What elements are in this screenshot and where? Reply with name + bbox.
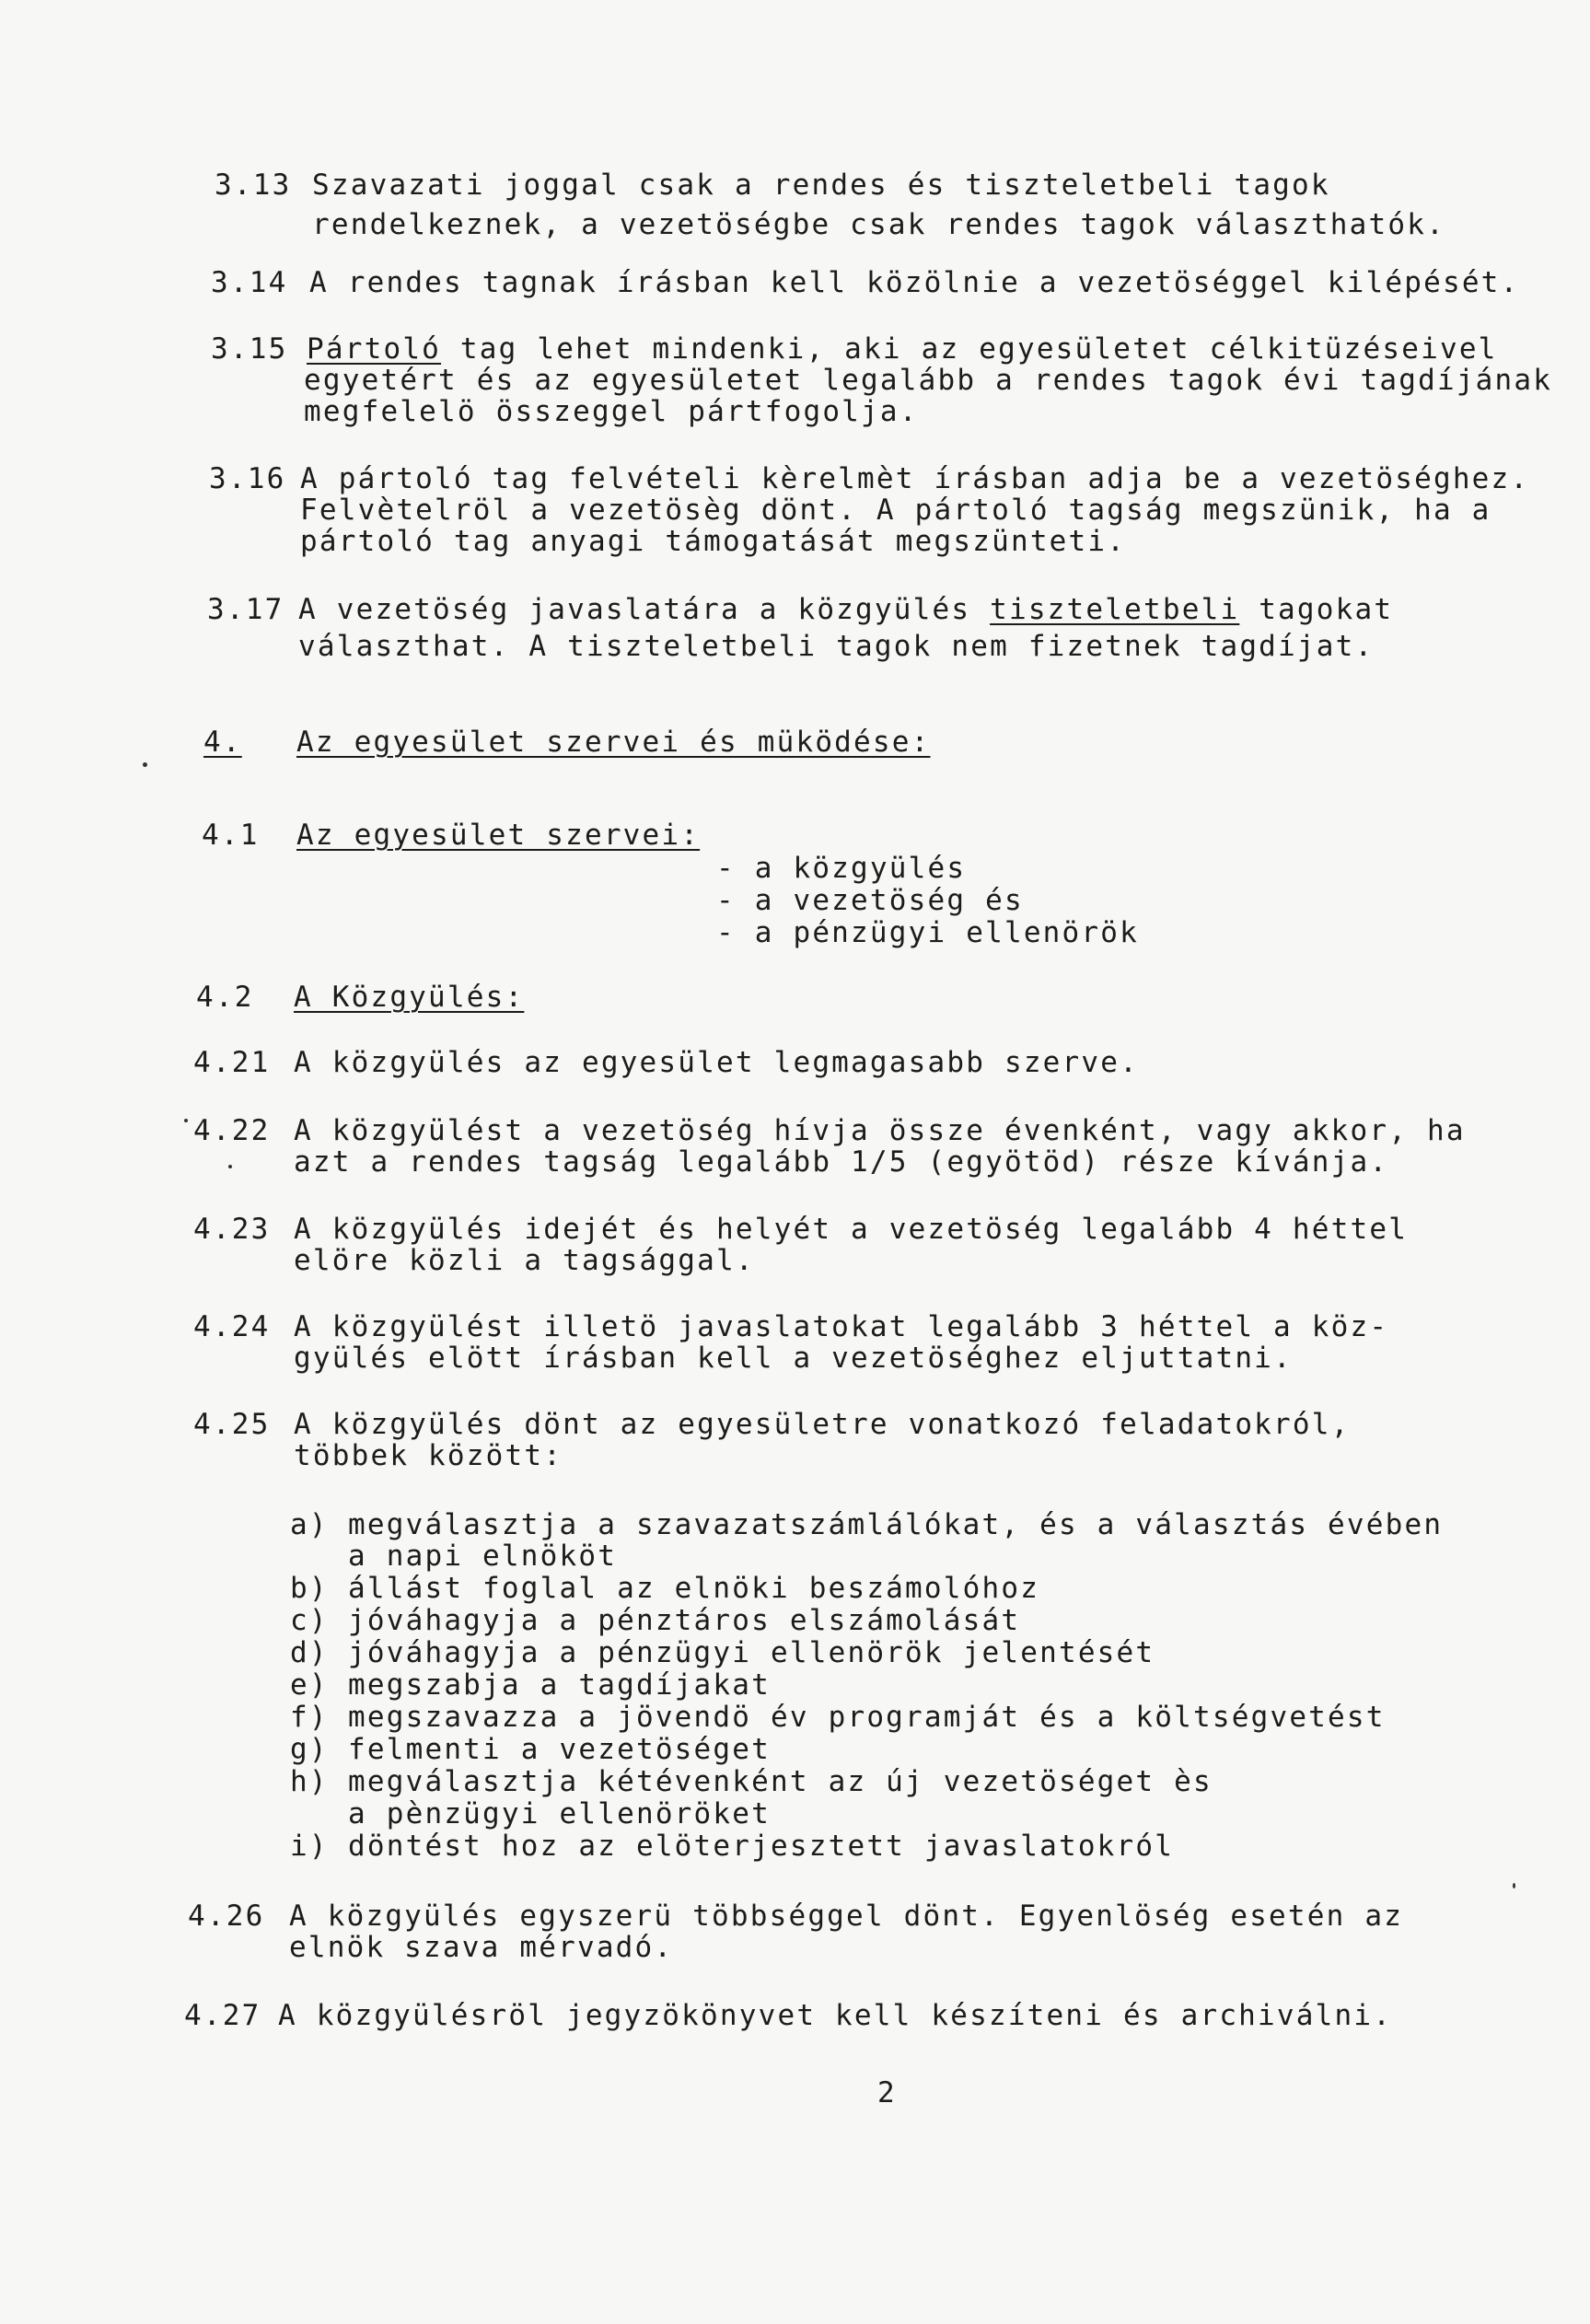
list-item: - a közgyülés [716,852,967,885]
paragraph-line: A rendes tagnak írásban kell közölnie a vezetöséggel kilépését. [309,266,1520,299]
paragraph-line: megfelelö összeggel pártfogolja. [304,395,919,428]
paragraph-line: A közgyülés egyszerü többséggel dönt. Egyenlöség esetén az [289,1900,1404,1933]
paragraph-line: A pártoló tag felvételi kèrelmèt írásban adja be a vezetöséghez. [300,462,1530,495]
paragraph-number: 4.22 [193,1114,271,1147]
list-text: jóváhagyja a pénztáros elszámolását [348,1604,1021,1637]
paragraph-line: A közgyülés dönt az egyesületre vonatkozó feladatokról, [294,1408,1351,1441]
line-text: tag lehet mindenki, aki az egyesületet célkitüzéseivel [441,332,1498,366]
paragraph-line: elöre közli a tagsággal. [294,1244,755,1277]
paragraph-number: 4.27 [184,1999,261,2032]
list-key: d) [290,1636,329,1669]
list-text: állást foglal az elnöki beszámolóhoz [348,1572,1040,1605]
paragraph-number: 4.21 [193,1046,271,1079]
underlined-term: Pártoló [307,332,442,366]
list-key: a) [290,1508,329,1541]
paragraph-number: 4.2 [196,981,254,1014]
paragraph-line: A közgyülés idejét és helyét a vezetöség legalább 4 héttel [294,1213,1409,1246]
list-key: c) [290,1604,329,1637]
paragraph-line: A közgyülésröl jegyzökönyvet kell készíteni és archiválni. [278,1999,1393,2032]
subsection-title: A Közgyülés: [294,981,525,1014]
paragraph-line: rendelkeznek, a vezetöségbe csak rendes tagok választhatók. [312,208,1445,241]
page-number: 2 [877,2076,895,2109]
line-text: A vezetöség javaslatára a közgyülés [298,593,991,626]
paragraph-line: pártoló tag anyagi támogatását megszünteti. [300,525,1127,558]
list-text: megválasztja a szavazatszámlálókat, és a választás évében [348,1508,1444,1541]
line-text: tagokat [1239,593,1394,626]
list-item: - a pénzügyi ellenörök [716,916,1139,949]
paragraph-number: 3.16 [209,462,286,495]
list-text: a napi elnököt [348,1540,618,1573]
paragraph-line: gyülés elött írásban kell a vezetöséghez eljuttatni. [294,1342,1293,1375]
paragraph-line: azt a rendes tagság legalább 1/5 (egyötöd) része kívánja. [294,1145,1389,1179]
list-key: f) [290,1701,329,1734]
paragraph-line: elnök szava mérvadó. [289,1931,674,1964]
list-text: megszavazza a jövendö év programját és a költségvetést [348,1701,1386,1734]
paragraph-line: Szavazati joggal csak a rendes és tiszteletbeli tagok [312,168,1330,202]
section-number: 4. [203,726,242,759]
scan-speck [228,1165,232,1168]
paragraph-line: Felvètelröl a vezetösèg dönt. A pártoló tagság megszünik, ha a [300,494,1491,527]
paragraph-line: egyetért és az egyesületet legalább a rendes tagok évi tagdíjának [304,364,1553,397]
paragraph-line: A közgyülést illetö javaslatokat legalább 3 héttel a köz- [294,1310,1389,1343]
scan-speck [184,1119,188,1122]
scan-speck [143,762,147,767]
list-text: megszabja a tagdíjakat [348,1668,771,1702]
paragraph-line: többek között: [294,1439,563,1472]
paragraph-number: 4.25 [193,1408,271,1441]
underlined-term: tiszteletbeli [990,593,1240,626]
list-key: b) [290,1572,329,1605]
paragraph-number: 3.15 [211,332,288,366]
paragraph-number: 4.26 [188,1900,265,1933]
paragraph-number: 3.17 [207,593,284,626]
section-title: Az egyesület szervei és müködése: [296,726,931,759]
list-text: döntést hoz az elöterjesztett javaslatokról [348,1830,1175,1863]
list-text: jóváhagyja a pénzügyi ellenörök jelentését [348,1636,1155,1669]
paragraph-line [298,595,1393,625]
paragraph-line: A közgyülés az egyesület legmagasabb szerve. [294,1046,1139,1079]
list-key: e) [290,1668,329,1702]
paragraph-number: 4.1 [202,819,260,852]
paragraph-line: A közgyülést a vezetöség hívja össze évenként, vagy akkor, ha [294,1114,1466,1147]
paragraph-number: 3.14 [211,266,288,299]
paragraph-line [307,334,1498,365]
paragraph-line: választhat. A tiszteletbeli tagok nem fizetnek tagdíjat. [298,630,1375,663]
list-key: i) [290,1830,329,1863]
subsection-title: Az egyesület szervei: [296,819,701,852]
list-text: megválasztja kétévenként az új vezetöséget ès [348,1765,1213,1798]
paragraph-number: 3.13 [215,168,292,202]
list-text: a pènzügyi ellenöröket [348,1797,771,1830]
list-item: - a vezetöség és [716,884,1024,917]
list-text: felmenti a vezetöséget [348,1733,771,1766]
list-key: g) [290,1733,329,1766]
list-key: h) [290,1765,329,1798]
paragraph-number: 4.24 [193,1310,271,1343]
paragraph-number: 4.23 [193,1213,271,1246]
scan-speck [1513,1883,1515,1888]
